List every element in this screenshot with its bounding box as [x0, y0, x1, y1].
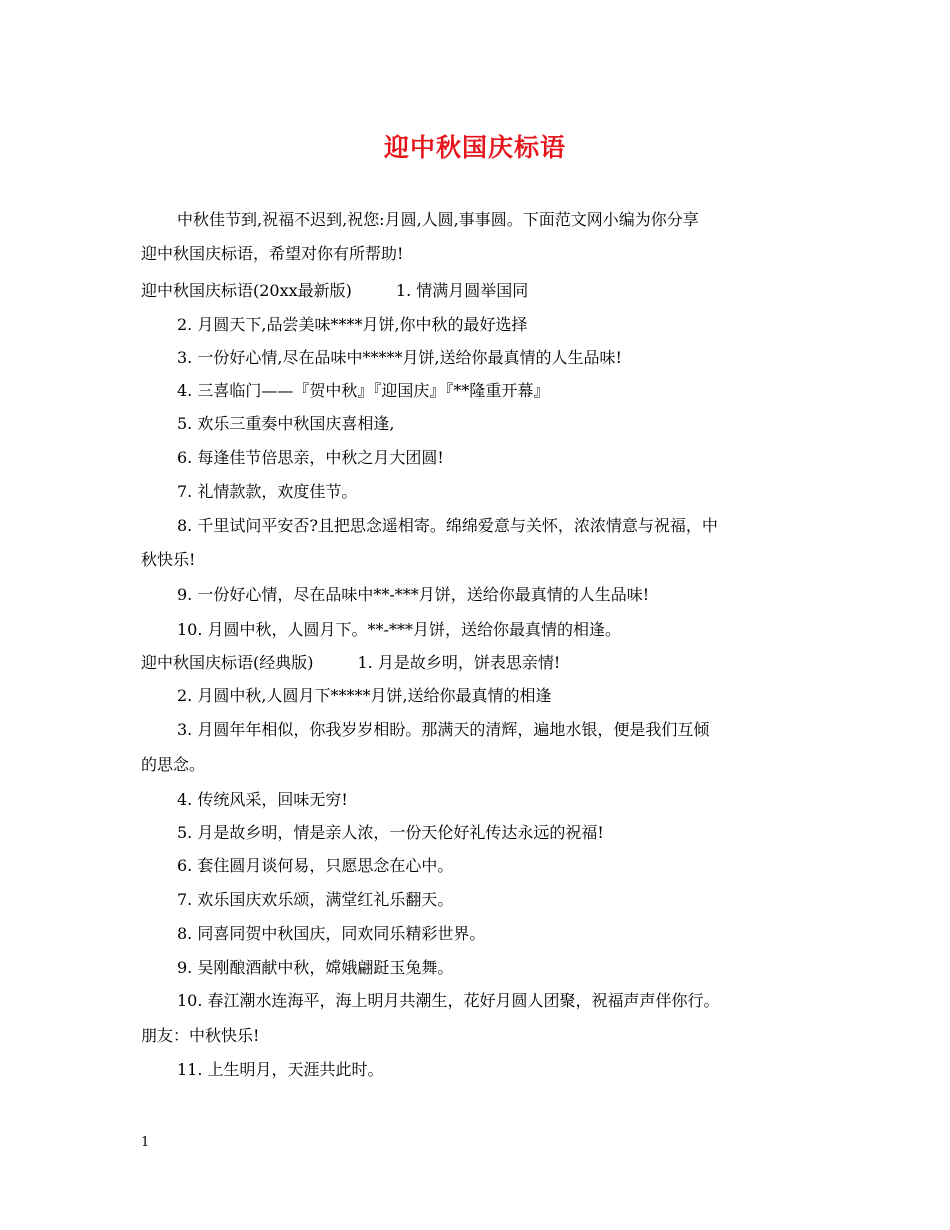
- list-item-continuation: 朋友：中秋快乐!: [141, 1026, 260, 1045]
- list-item: 5. 欢乐三重奏中秋国庆喜相逢,: [177, 414, 395, 433]
- list-item: 8. 千里试问平安否?且把思念遥相寄。绵绵爱意与关怀，浓浓情意与祝福，中: [177, 516, 718, 535]
- list-item: 6. 套住圆月谈何易，只愿思念在心中。: [177, 856, 454, 875]
- list-item: 5. 月是故乡明，情是亲人浓，一份天伦好礼传达永远的祝福!: [177, 823, 604, 842]
- list-item: 4. 传统风采，回味无穷!: [177, 790, 348, 809]
- section-heading-classic: [141, 651, 820, 675]
- list-item-continuation: 秋快乐!: [141, 550, 196, 569]
- list-item: 7. 礼情款款，欢度佳节。: [177, 482, 358, 501]
- list-item: 1. 月是故乡明，饼表思亲情!: [357, 653, 561, 672]
- list-item: 2. 月圆天下,品尝美味****月饼,你中秋的最好选择: [177, 315, 528, 334]
- document-title: 迎中秋国庆标语: [383, 133, 566, 162]
- intro-line-1: 中秋佳节到,祝福不迟到,祝您:月圆,人圆,事事圆。下面范文网小编为你分享: [177, 210, 699, 229]
- list-item-continuation: 的思念。: [141, 755, 206, 774]
- list-item: 3. 一份好心情,尽在品味中*****月饼,送给你最真情的人生品味!: [177, 348, 622, 367]
- list-item: 4. 三喜临门——『贺中秋』『迎国庆』『**隆重开幕』: [177, 381, 550, 400]
- page-number: 1: [141, 1135, 150, 1150]
- list-item: 9. 吴刚酿酒献中秋，嫦娥翩跹玉兔舞。: [177, 958, 454, 977]
- list-item: 10. 月圆中秋，人圆月下。**-***月饼，送给你最真情的相逢。: [177, 620, 621, 639]
- list-item: 2. 月圆中秋,人圆月下*****月饼,送给你最真情的相逢: [177, 686, 552, 705]
- list-item: 8. 同喜同贺中秋国庆，同欢同乐精彩世界。: [177, 924, 486, 943]
- section-heading-text: 迎中秋国庆标语(20xx最新版): [141, 281, 352, 300]
- list-item: 1. 情满月圆举国同: [395, 281, 529, 300]
- section-heading-text: 迎中秋国庆标语(经典版): [141, 653, 314, 672]
- section-heading-latest: [141, 279, 820, 303]
- list-item: 11. 上生明月，天涯共此时。: [177, 1060, 384, 1079]
- list-item: 3. 月圆年年相似，你我岁岁相盼。那满天的清辉，遍地水银，便是我们互倾: [177, 720, 710, 739]
- list-item: 6. 每逢佳节倍思亲，中秋之月大团圆!: [177, 448, 444, 467]
- list-item: 10. 春江潮水连海平，海上明月共潮生，花好月圆人团聚，祝福声声伴你行。: [177, 991, 720, 1010]
- intro-line-2: 迎中秋国庆标语，希望对你有所帮助!: [141, 244, 404, 263]
- list-item: 7. 欢乐国庆欢乐颂，满堂红礼乐翻天。: [177, 890, 454, 909]
- list-item: 9. 一份好心情，尽在品味中**-***月饼，送给你最真情的人生品味!: [177, 585, 650, 604]
